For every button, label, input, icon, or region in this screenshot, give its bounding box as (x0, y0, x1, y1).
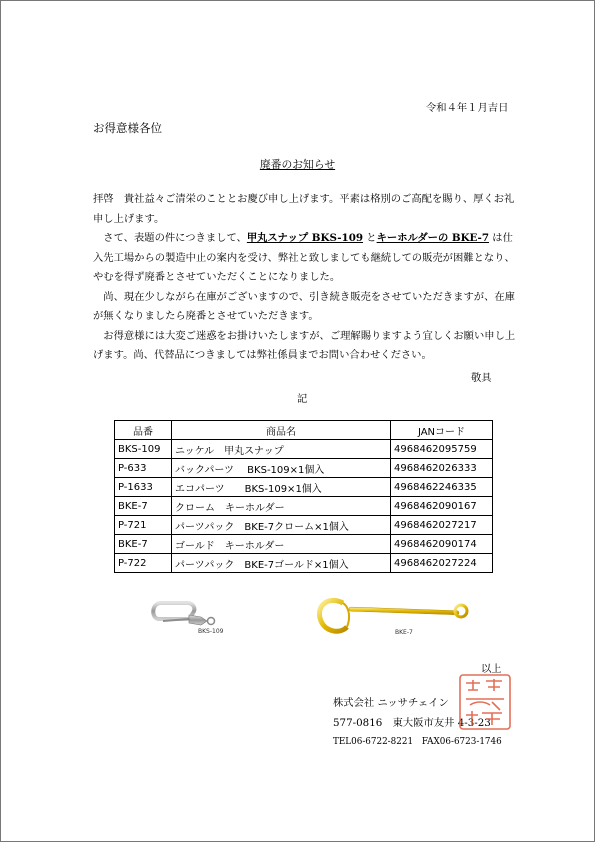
company-seal-stamp (456, 671, 514, 733)
company-name: 株式会社 ニッサチェイン (333, 697, 449, 709)
body-paragraph-apology: お得意様には大変ご迷惑をお掛けいたしますが、ご理解賜りますよう宜しくお願い申し上げます。尚、代替品につきましては弊社係員までお問い合わせください。 (93, 329, 516, 361)
cell-name: ゴールド キーホルダー (172, 535, 391, 554)
cell-name: エコパーツ BKS-109×1個入 (172, 478, 391, 497)
discontinued-product-keyholder: キーホルダーの BKE-7 (376, 232, 489, 244)
cell-name: クローム キーホルダー (172, 497, 391, 516)
letter-body (93, 190, 517, 366)
discontinued-items-table (114, 420, 493, 573)
snap-hook-label: BKS-109 (198, 628, 224, 635)
cell-jan: 4968462090167 (391, 497, 493, 516)
cell-name: パーツパック BKE-7クローム×1個入 (172, 516, 391, 535)
keyholder-image (313, 589, 473, 639)
ki-marker: 記 (297, 393, 308, 405)
body-paragraph-notice-intro: さて、表題の件につきまして、 (93, 232, 247, 244)
addressee: お得意様各位 (93, 121, 162, 135)
body-paragraph-notice-and: と (363, 232, 377, 244)
cell-jan: 4968462095759 (391, 440, 493, 459)
column-header-code: 品番 (115, 421, 172, 440)
table-row (115, 554, 493, 573)
table-row (115, 535, 493, 554)
table-row (115, 478, 493, 497)
cell-code: P-721 (115, 516, 172, 535)
cell-name: パーツパック BKE-7ゴールド×1個入 (172, 554, 391, 573)
discontinued-product-snap: 甲丸スナップ BKS-109 (246, 232, 364, 244)
body-paragraph-greeting: 拝啓 貴社益々ご清栄のこととお慶び申し上げます。平素は格別のご高配を賜り、厚くお礼申し上げます。 (93, 193, 515, 225)
issue-date: 令和４年１月吉日 (426, 102, 509, 114)
column-header-jan: JANコード (391, 421, 493, 440)
body-paragraph-stock: 尚、現在少しながら在庫がございますので、引き続き販売をさせていただきますが、在庫が無くなりましたら廃番とさせていただきます。 (93, 290, 515, 322)
cell-name: ニッケル 甲丸スナップ (172, 440, 391, 459)
table-row (115, 459, 493, 478)
cell-jan: 4968462027224 (391, 554, 493, 573)
column-header-name: 商品名 (172, 421, 391, 440)
cell-code: P-722 (115, 554, 172, 573)
closing-keigu: 敬具 (471, 372, 492, 384)
table-row (115, 440, 493, 459)
table-row (115, 497, 493, 516)
cell-code: P-633 (115, 459, 172, 478)
cell-jan: 4968462026333 (391, 459, 493, 478)
cell-code: BKE-7 (115, 535, 172, 554)
table-header-row (115, 421, 493, 440)
table-row (115, 516, 493, 535)
body-paragraph-notice-rest: は仕入先工場からの製造中止の案内を受け、弊社と致しましても継続しての販売が困難となり、やむを得ず廃番とさせていただくことになりました。 (93, 232, 515, 283)
company-tel-fax: TEL06-6722-8221 FAX06-6723-1746 (333, 737, 502, 747)
ijo-end-marker: 以上 (481, 663, 502, 675)
cell-name: バックパーツ BKS-109×1個入 (172, 459, 391, 478)
body-paragraph-notice (93, 229, 517, 288)
company-address: 577-0816 東大阪市友井 4-3-23 (333, 717, 491, 729)
document-title-text: 廃番のお知らせ (259, 158, 336, 171)
keyholder-label: BKE-7 (395, 629, 413, 636)
cell-jan: 4968462027217 (391, 516, 493, 535)
cell-code: P-1633 (115, 478, 172, 497)
cell-jan: 4968462090174 (391, 535, 493, 554)
cell-code: BKS-109 (115, 440, 172, 459)
cell-code: BKE-7 (115, 497, 172, 516)
cell-jan: 4968462246335 (391, 478, 493, 497)
document-title (1, 157, 594, 172)
